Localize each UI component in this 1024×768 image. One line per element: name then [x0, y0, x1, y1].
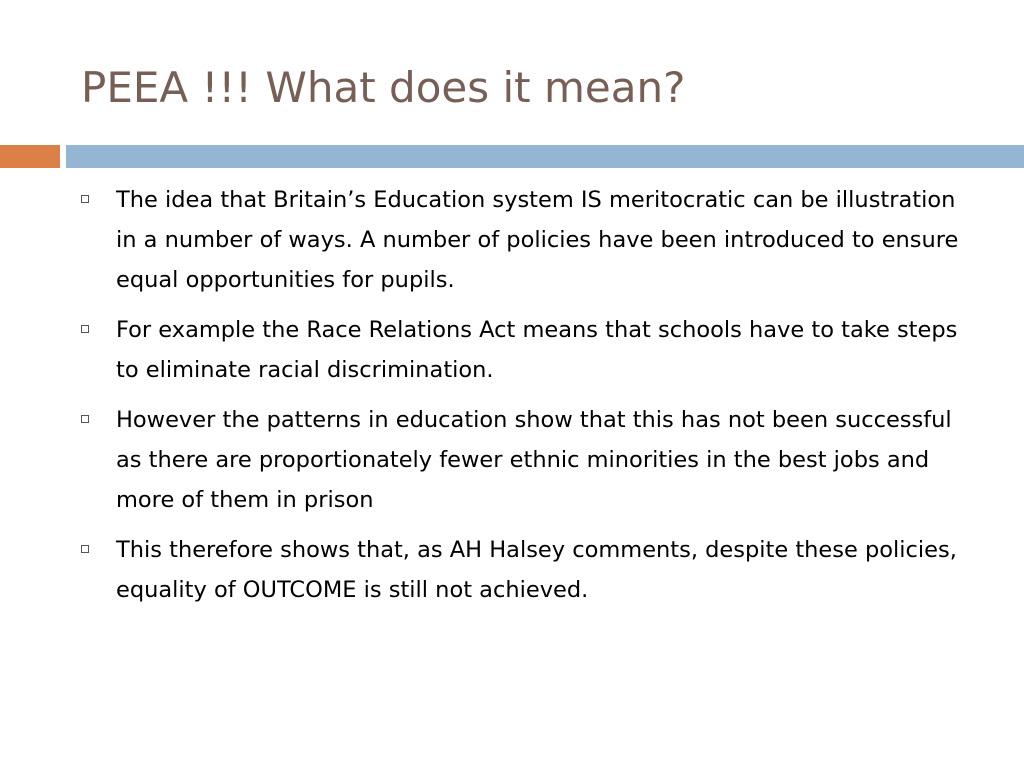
bullet-text: However the patterns in education show that this has not been successful as there are proportionately fewer ethnic minorities in the best jobs and more of them in prison [116, 407, 952, 513]
bullet-list [76, 180, 976, 620]
bullet-item [76, 400, 976, 520]
title-accent-bar [0, 145, 60, 168]
hollow-square-bullet-icon [81, 415, 89, 423]
bullet-item [76, 310, 976, 390]
bullet-item [76, 180, 976, 300]
bullet-text: The idea that Britain’s Education system IS meritocratic can be illustration in a number of ways. A number of policies have been introduced to ensure equal opportunities for pupils. [116, 187, 959, 293]
slide-title: PEEA !!! What does it mean? [81, 63, 686, 112]
hollow-square-bullet-icon [81, 325, 89, 333]
bullet-text: This therefore shows that, as AH Halsey comments, despite these policies, equality of OUTCOME is still not achieved. [116, 537, 957, 603]
bullet-item [76, 530, 976, 610]
title-divider-bar [66, 145, 1024, 168]
hollow-square-bullet-icon [81, 545, 89, 553]
hollow-square-bullet-icon [81, 195, 89, 203]
bullet-text: For example the Race Relations Act means that schools have to take steps to eliminate racial discrimination. [116, 317, 958, 383]
